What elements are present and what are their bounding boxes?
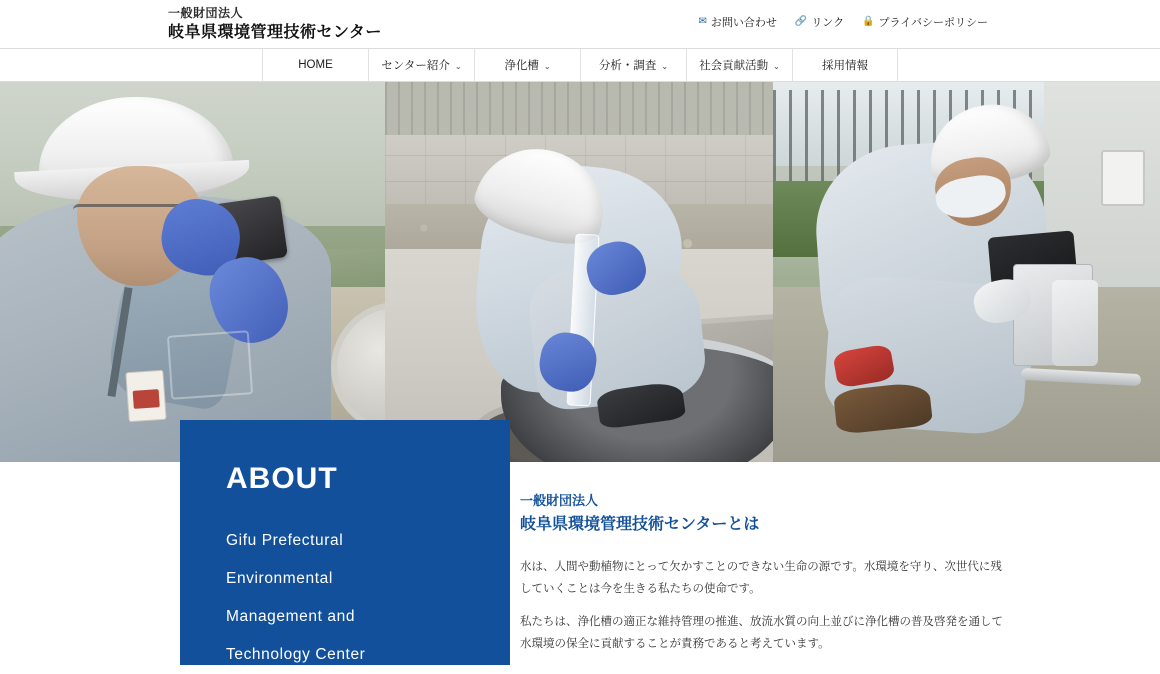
- lock-icon: 🔒: [862, 16, 875, 27]
- nav-item-center-intro[interactable]: [368, 49, 474, 81]
- chevron-down-icon: ⌄: [454, 61, 462, 71]
- main-navigation: [0, 48, 1160, 82]
- utility-link-links[interactable]: [795, 14, 844, 30]
- intro-heading-main: 岐阜県環境管理技術センターとは: [520, 516, 760, 534]
- about-line-2: Environmental: [226, 569, 333, 587]
- nav-item-home-label: HOME: [298, 59, 333, 71]
- chevron-down-icon: ⌄: [543, 61, 551, 71]
- nav-item-analysis-label: 分析・調査: [598, 60, 657, 72]
- about-line-3: Management and: [226, 607, 356, 625]
- utility-link-privacy[interactable]: [862, 14, 988, 30]
- nav-item-social-contribution-label: 社会貢献活動: [699, 60, 769, 72]
- hero-photo-2: [385, 82, 773, 462]
- utility-link-links-label: リンク: [811, 17, 845, 29]
- about-title: ABOUT: [226, 462, 338, 495]
- utility-link-privacy-label: プライバシーポリシー: [878, 17, 988, 29]
- nav-item-johkasou-label: 浄化槽: [504, 60, 539, 72]
- hero-image-strip: [0, 82, 1160, 462]
- intro-paragraph-2: 私たちは、浄化槽の適正な維持管理の推進、放流水質の向上並びに浄化槽の普及啓発を通して水環境の保全に貢献することが責務であると考えています。: [520, 615, 1003, 650]
- nav-item-analysis[interactable]: [580, 49, 686, 81]
- utility-nav: [698, 14, 988, 30]
- utility-link-contact-label: お問い合わせ: [710, 17, 777, 29]
- link-icon: 🔗: [794, 16, 808, 27]
- brand-main-label: 岐阜県環境管理技術センター: [168, 24, 382, 41]
- chevron-down-icon: ⌄: [773, 61, 780, 71]
- nav-item-center-intro-label: センター紹介: [381, 60, 450, 72]
- nav-item-johkasou[interactable]: [474, 49, 580, 81]
- hero-photo-1: [0, 82, 385, 462]
- nav-item-social-contribution[interactable]: [686, 49, 792, 81]
- site-logo[interactable]: [168, 6, 382, 43]
- brand-sub-label: 一般財団法人: [168, 6, 244, 20]
- nav-item-recruit-label: 採用情報: [822, 60, 868, 72]
- mail-icon: ✉: [698, 16, 707, 27]
- about-panel: [180, 420, 510, 665]
- site-header: [0, 0, 1160, 48]
- intro-paragraph-1: 水は、人間や動植物にとって欠かすことのできない生命の源です。水環境を守り、次世代に残していくことは今を生きる私たちの使命です。: [520, 560, 1002, 596]
- chevron-down-icon: ⌄: [661, 61, 669, 71]
- intro-section: [520, 490, 1010, 665]
- utility-link-contact[interactable]: [698, 14, 776, 30]
- nav-item-home[interactable]: [262, 49, 368, 81]
- hero-photo-3: [773, 82, 1160, 462]
- about-line-4: Technology Center: [226, 645, 366, 663]
- about-line-1: Gifu Prefectural: [226, 532, 344, 549]
- intro-heading-sub: 一般財団法人: [520, 493, 599, 508]
- nav-item-recruit[interactable]: [792, 49, 898, 81]
